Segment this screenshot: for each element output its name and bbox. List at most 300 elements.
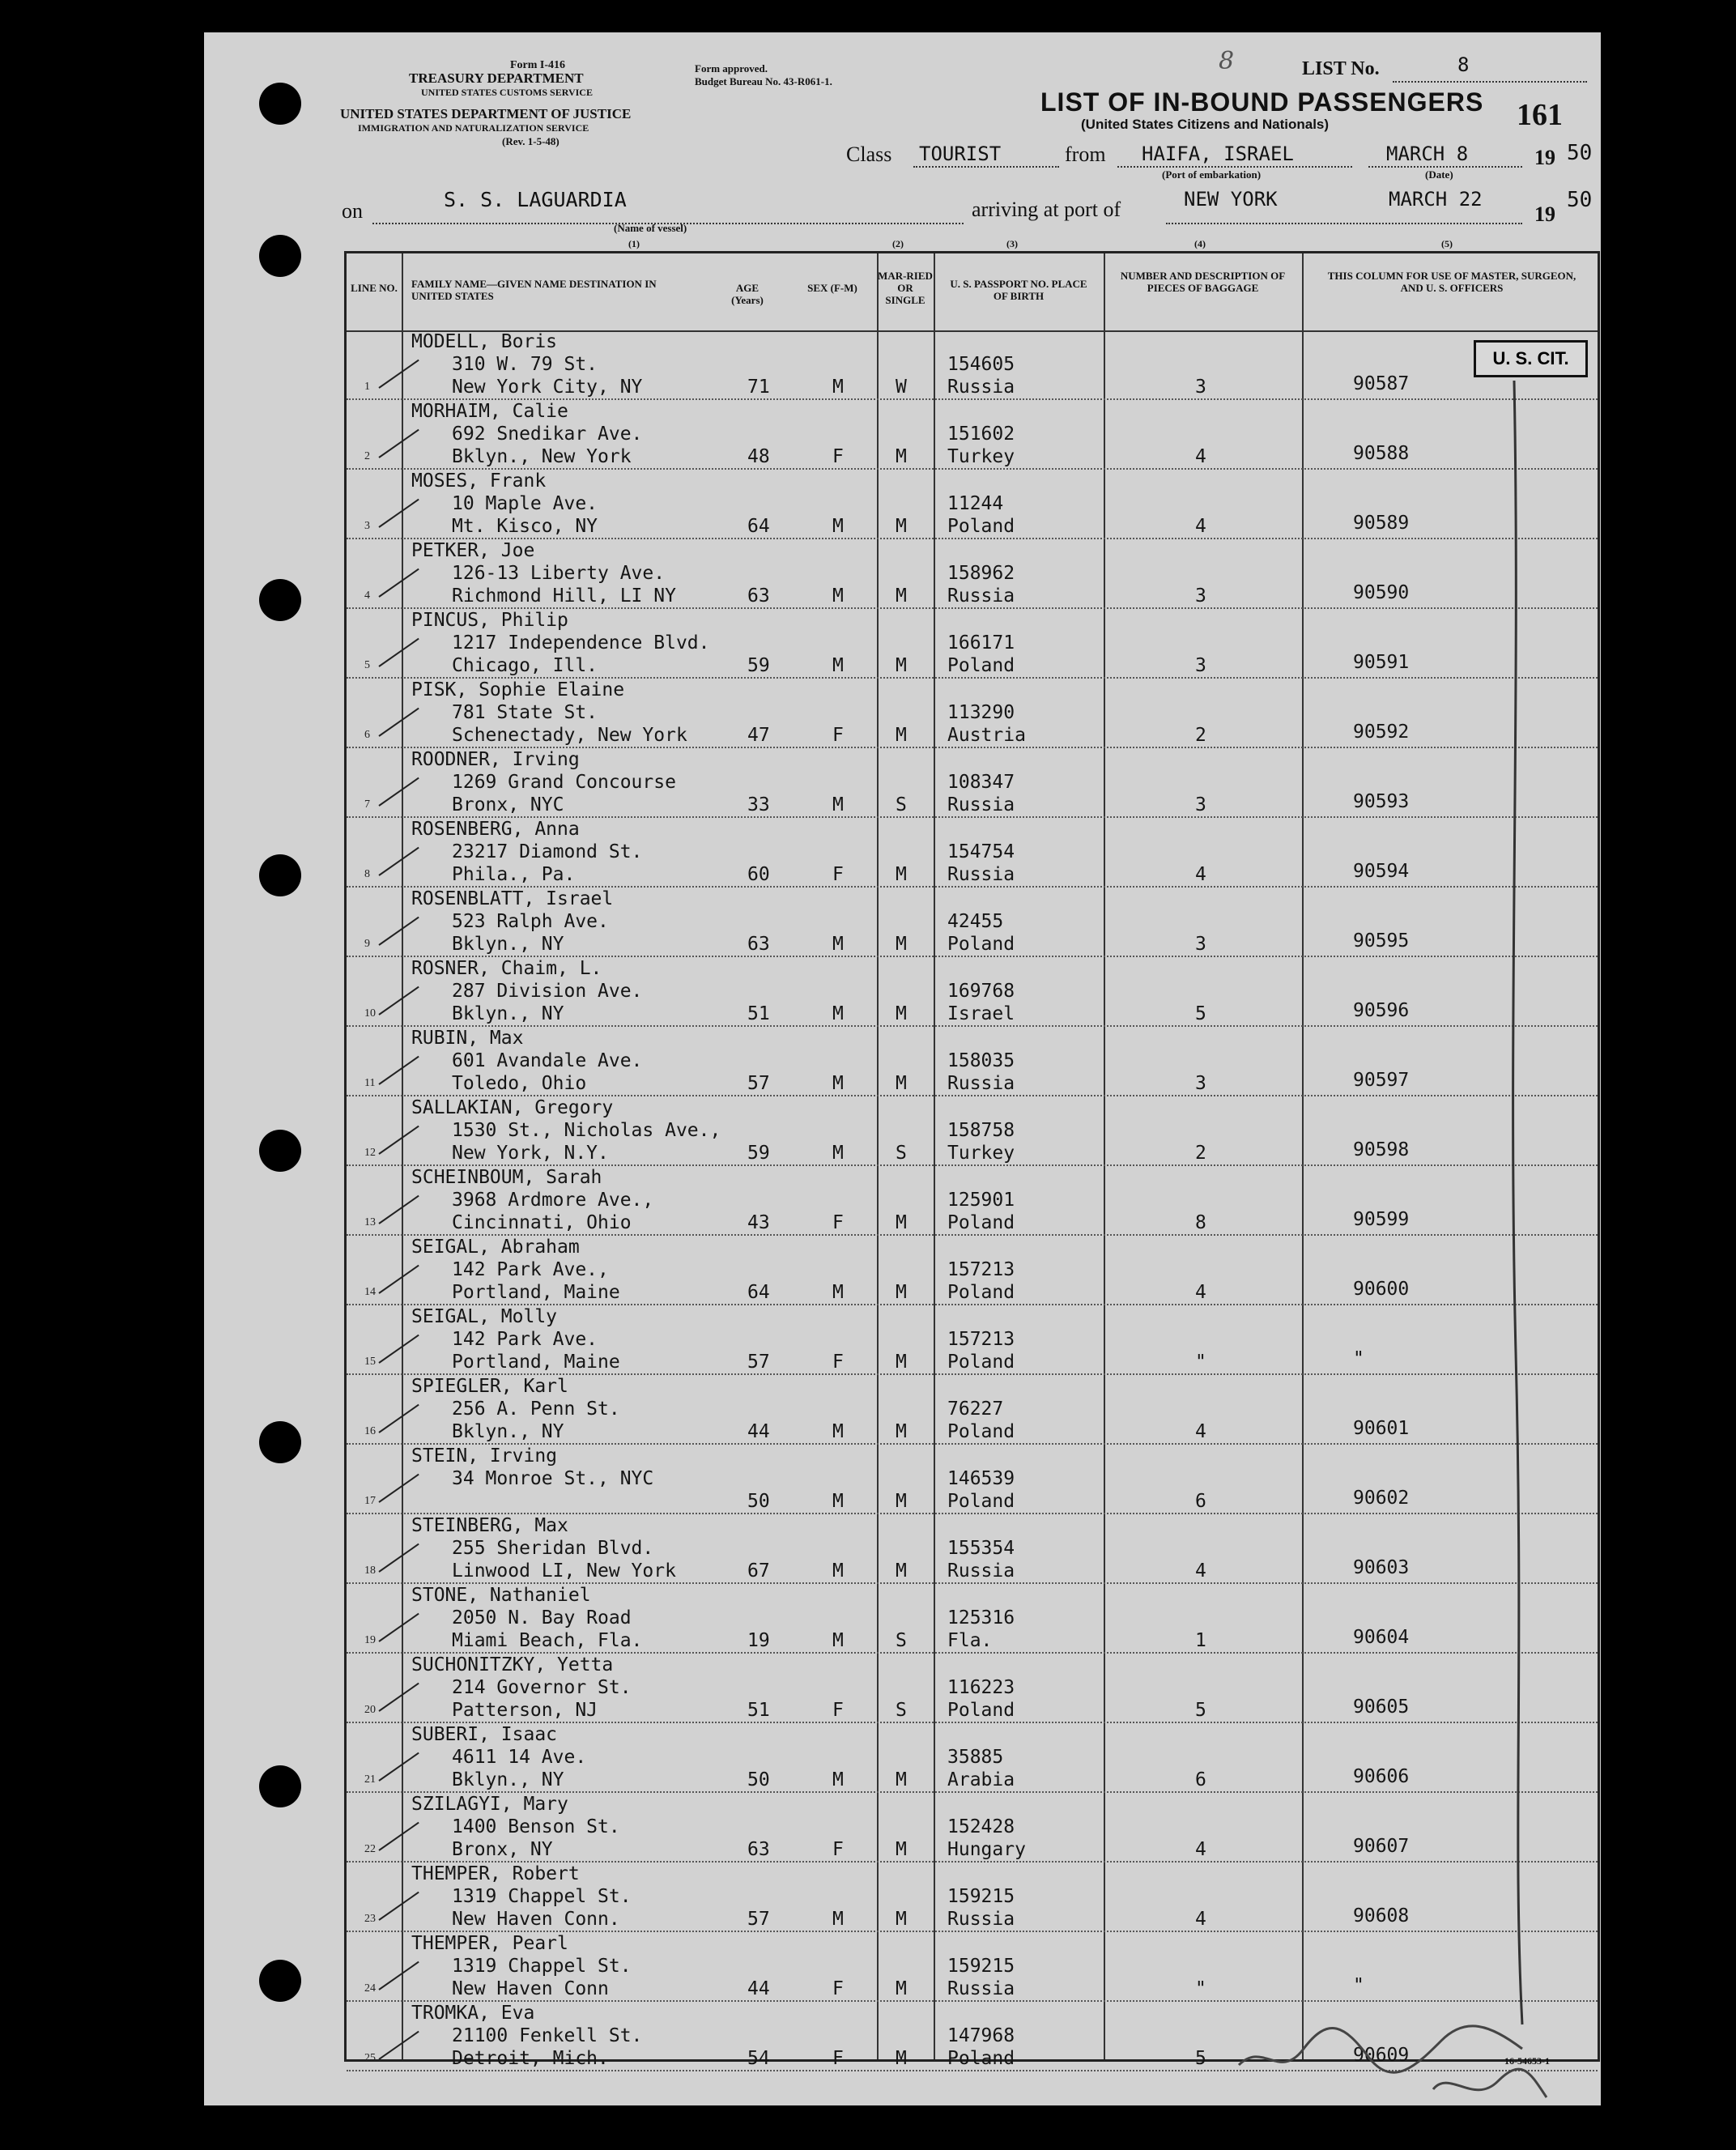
check-mark	[378, 777, 419, 807]
baggage-count: 8	[1195, 1212, 1206, 1233]
table-row	[347, 679, 1598, 748]
officer-code: 90604	[1353, 1627, 1410, 1648]
line-number: 8	[364, 868, 370, 880]
baggage-count: 3	[1195, 794, 1206, 815]
age: 57	[747, 1073, 770, 1094]
baggage-count: 4	[1195, 1839, 1206, 1860]
address-line-2: Schenectady, New York	[452, 725, 687, 746]
passenger-name: THEMPER, Robert	[411, 1863, 580, 1884]
check-mark	[378, 568, 419, 598]
vessel-caption: (Name of vessel)	[614, 222, 687, 234]
line-number: 3	[364, 520, 370, 532]
officer-code: 90588	[1353, 443, 1410, 464]
address-line-2: Bklyn., NY	[452, 1003, 564, 1024]
punch-hole	[259, 1960, 301, 2002]
table-row	[347, 748, 1598, 818]
age: 43	[747, 1212, 770, 1233]
place-of-birth: Poland	[947, 1282, 1015, 1303]
passport-number: 154754	[947, 841, 1015, 862]
sex: M	[832, 1491, 844, 1512]
age: 51	[747, 1003, 770, 1024]
address-line-2: Bklyn., NY	[452, 934, 564, 955]
address-line-1: 1217 Independence Blvd.	[452, 632, 710, 654]
header-name: FAMILY NAME—GIVEN NAME DESTINATION IN UNITED STATES	[411, 278, 657, 302]
punch-hole	[259, 1421, 301, 1463]
table-row	[347, 1723, 1598, 1793]
address-line-1: 1530 St., Nicholas Ave.,	[452, 1120, 721, 1141]
marital-status: M	[896, 516, 907, 537]
header-married: MAR-RIED OR SINGLE	[878, 270, 933, 306]
table-row	[347, 1793, 1598, 1863]
marital-status: S	[896, 1630, 907, 1651]
table-row	[347, 1445, 1598, 1514]
place-of-birth: Turkey	[947, 446, 1015, 467]
passport-number: 154605	[947, 354, 1015, 375]
line-number: 17	[364, 1495, 376, 1507]
age: 44	[747, 1421, 770, 1442]
table-row	[347, 1584, 1598, 1654]
officer-code: 90595	[1353, 930, 1410, 952]
passport-number: 125316	[947, 1607, 1015, 1628]
arrival-date: MARCH 22	[1389, 188, 1483, 211]
revision: (Rev. 1-5-48)	[502, 135, 560, 147]
age: 63	[747, 1839, 770, 1860]
place-of-birth: Austria	[947, 725, 1026, 746]
officer-code: 90605	[1353, 1697, 1410, 1718]
age: 54	[747, 2048, 770, 2069]
passport-number: 113290	[947, 702, 1015, 723]
passenger-name: PISK, Sophie Elaine	[411, 679, 625, 700]
age: 64	[747, 1282, 770, 1303]
marital-status: M	[896, 446, 907, 467]
place-of-birth: Poland	[947, 1212, 1015, 1233]
officer-code: 90592	[1353, 722, 1410, 743]
check-mark	[378, 1543, 419, 1573]
officer-code: 90593	[1353, 791, 1410, 812]
passenger-name: MODELL, Boris	[411, 331, 558, 352]
marital-status: M	[896, 1769, 907, 1790]
place-of-birth: Russia	[947, 1560, 1015, 1582]
address-line-1: 4611 14 Ave.	[452, 1747, 587, 1768]
marital-status: M	[896, 1909, 907, 1930]
address-line-1: 1319 Chappel St.	[452, 1886, 632, 1907]
sex: F	[832, 446, 844, 467]
marital-status: M	[896, 934, 907, 955]
baggage-count: 4	[1195, 1909, 1206, 1930]
check-mark	[378, 1335, 419, 1364]
sex: F	[832, 1352, 844, 1373]
arriving-label: arriving at port of	[972, 198, 1121, 221]
col-num-2: (2)	[892, 238, 904, 249]
table-row	[347, 818, 1598, 888]
line-number: 1	[364, 381, 370, 393]
address-line-2: Mt. Kisco, NY	[452, 516, 598, 537]
customs-service: UNITED STATES CUSTOMS SERVICE	[421, 87, 593, 98]
sex: M	[832, 377, 844, 398]
passport-number: 152428	[947, 1816, 1015, 1837]
passenger-name: ROSENBLATT, Israel	[411, 888, 614, 909]
officer-code: "	[1353, 1348, 1364, 1369]
passenger-name: SCHEINBOUM, Sarah	[411, 1167, 602, 1188]
table-row	[347, 1166, 1598, 1236]
place-of-birth: Russia	[947, 1909, 1015, 1930]
col-num-4: (4)	[1194, 238, 1206, 249]
passport-number: 125901	[947, 1190, 1015, 1211]
line-number: 20	[364, 1704, 376, 1716]
line-number: 23	[364, 1913, 376, 1925]
sex: M	[832, 1282, 844, 1303]
address-line-1: 10 Maple Ave.	[452, 493, 598, 514]
address-line-2: Chicago, Ill.	[452, 655, 598, 676]
baggage-count: 2	[1195, 1143, 1206, 1164]
check-mark	[378, 847, 419, 876]
passenger-name: SUCHONITZKY, Yetta	[411, 1654, 614, 1675]
address-line-2: Bklyn., New York	[452, 446, 632, 467]
document-title: LIST OF IN-BOUND PASSENGERS	[1040, 87, 1484, 117]
place-of-birth: Poland	[947, 2048, 1015, 2069]
passenger-name: STEINBERG, Max	[411, 1515, 568, 1536]
age: 48	[747, 446, 770, 467]
passenger-name: STONE, Nathaniel	[411, 1585, 591, 1606]
passport-number: 116223	[947, 1677, 1015, 1698]
footer-code: 16-54653-1	[1504, 2055, 1550, 2067]
table-row	[347, 957, 1598, 1027]
age: 57	[747, 1352, 770, 1373]
baggage-count: 4	[1195, 1282, 1206, 1303]
officer-code: 90600	[1353, 1279, 1410, 1300]
passenger-name: RUBIN, Max	[411, 1028, 524, 1049]
line-number: 7	[364, 798, 370, 811]
passport-number: 157213	[947, 1259, 1015, 1280]
year-prefix: 19	[1534, 146, 1555, 169]
check-mark	[378, 2031, 419, 2060]
address-line-1: 523 Ralph Ave.	[452, 911, 609, 932]
line-number: 12	[364, 1147, 376, 1159]
line-number: 16	[364, 1425, 376, 1437]
line-number: 13	[364, 1216, 376, 1228]
place-of-birth: Russia	[947, 377, 1015, 398]
check-mark	[378, 1752, 419, 1782]
officer-code: 90590	[1353, 582, 1410, 603]
table-row	[347, 1514, 1598, 1584]
sex: F	[832, 1978, 844, 1999]
sex: F	[832, 725, 844, 746]
baggage-count: 2	[1195, 725, 1206, 746]
baggage-count: 3	[1195, 1073, 1206, 1094]
address-line-2: Richmond Hill, LI NY	[452, 585, 676, 607]
officer-code: 90589	[1353, 513, 1410, 534]
place-of-birth: Hungary	[947, 1839, 1026, 1860]
document-subtitle: (United States Citizens and Nationals)	[1081, 117, 1330, 132]
address-line-2: Bronx, NYC	[452, 794, 564, 815]
age: 44	[747, 1978, 770, 1999]
baggage-count: 6	[1195, 1769, 1206, 1790]
year-arrival: 50	[1567, 188, 1593, 212]
punch-hole	[259, 83, 301, 125]
officer-code: 90596	[1353, 1000, 1410, 1021]
place-of-birth: Turkey	[947, 1143, 1015, 1164]
class-label: Class	[846, 143, 892, 166]
check-mark	[378, 1683, 419, 1712]
table-row	[347, 1096, 1598, 1166]
place-of-birth: Poland	[947, 1491, 1015, 1512]
sex: M	[832, 1630, 844, 1651]
officer-code: 90599	[1353, 1209, 1410, 1230]
passport-number: 157213	[947, 1329, 1015, 1350]
place-of-birth: Russia	[947, 1073, 1015, 1094]
punch-hole	[259, 854, 301, 896]
line-number: 9	[364, 938, 370, 950]
sex: M	[832, 1073, 844, 1094]
place-of-birth: Russia	[947, 585, 1015, 607]
line-number: 24	[364, 1982, 376, 1995]
sex: M	[832, 794, 844, 815]
place-of-birth: Poland	[947, 1421, 1015, 1442]
passport-number: 158758	[947, 1120, 1015, 1141]
sex: F	[832, 1839, 844, 1860]
check-mark	[378, 1404, 419, 1433]
line-number: 6	[364, 729, 370, 741]
passenger-name: THEMPER, Pearl	[411, 1933, 568, 1954]
check-mark	[378, 1126, 419, 1155]
form-approved: Form approved.	[695, 62, 768, 75]
table-row	[347, 888, 1598, 957]
baggage-count: 5	[1195, 2048, 1206, 2069]
baggage-count: 4	[1195, 1421, 1206, 1442]
header-baggage: NUMBER AND DESCRIPTION OF PIECES OF BAGGAGE	[1120, 270, 1286, 294]
line-number: 14	[364, 1286, 376, 1298]
table-row	[347, 1654, 1598, 1723]
sex: M	[832, 1769, 844, 1790]
table-row	[347, 1236, 1598, 1305]
table-row	[347, 400, 1598, 470]
line-number: 11	[364, 1077, 376, 1089]
line-number: 18	[364, 1565, 376, 1577]
check-mark	[378, 986, 419, 1015]
address-line-1: 310 W. 79 St.	[452, 354, 598, 375]
passenger-name: SZILAGYI, Mary	[411, 1794, 568, 1815]
address-line-2: New York, N.Y.	[452, 1143, 609, 1164]
place-of-birth: Poland	[947, 1352, 1015, 1373]
sex: F	[832, 1212, 844, 1233]
address-line-1: 214 Governor St.	[452, 1677, 632, 1698]
passport-number: 35885	[947, 1747, 1004, 1768]
marital-status: M	[896, 1073, 907, 1094]
age: 47	[747, 725, 770, 746]
age: 59	[747, 655, 770, 676]
baggage-count: 4	[1195, 516, 1206, 537]
place-of-birth: Poland	[947, 516, 1015, 537]
punch-hole	[259, 1765, 301, 1807]
sex: F	[832, 864, 844, 885]
sex: M	[832, 1560, 844, 1582]
check-mark	[378, 1961, 419, 1990]
baggage-count: 5	[1195, 1700, 1206, 1721]
marital-status: S	[896, 1143, 907, 1164]
age: 63	[747, 585, 770, 607]
place-of-birth: Russia	[947, 794, 1015, 815]
baggage-count: 5	[1195, 1003, 1206, 1024]
table-row	[347, 1027, 1598, 1096]
address-line-2: Phila., Pa.	[452, 864, 576, 885]
header-passport: U. S. PASSPORT NO. PLACE OF BIRTH	[950, 278, 1087, 302]
place-of-birth: Poland	[947, 655, 1015, 676]
line-number: 19	[364, 1634, 376, 1646]
col-num-1: (1)	[628, 238, 640, 249]
marital-status: M	[896, 1282, 907, 1303]
inspector-mark-line	[1498, 381, 1530, 2033]
address-line-1: 3968 Ardmore Ave.,	[452, 1190, 654, 1211]
year-embark: 50	[1567, 141, 1593, 165]
check-mark	[378, 360, 419, 389]
age: 71	[747, 377, 770, 398]
age: 33	[747, 794, 770, 815]
passport-number: 11244	[947, 493, 1004, 514]
table-row	[347, 539, 1598, 609]
treasury-dept: TREASURY DEPARTMENT	[409, 70, 584, 86]
officer-code: 90587	[1353, 373, 1410, 394]
passenger-name: ROSNER, Chaim, L.	[411, 958, 602, 979]
from-label: from	[1065, 143, 1106, 166]
baggage-count: "	[1195, 1978, 1206, 1999]
on-label: on	[342, 199, 363, 223]
address-line-2: Patterson, NJ	[452, 1700, 598, 1721]
address-line-1: 601 Avandale Ave.	[452, 1050, 643, 1071]
age: 51	[747, 1700, 770, 1721]
punch-hole	[259, 579, 301, 621]
list-no-label: LIST No.	[1302, 58, 1380, 79]
table-row	[347, 470, 1598, 539]
baggage-count: 3	[1195, 934, 1206, 955]
check-mark	[378, 638, 419, 667]
table-row	[347, 609, 1598, 679]
passport-number: 169768	[947, 981, 1015, 1002]
handwritten-mark: 8	[1219, 47, 1235, 75]
address-line-1: 142 Park Ave.	[452, 1329, 598, 1350]
form-number: Form I-416	[510, 59, 566, 71]
check-mark	[378, 1474, 419, 1503]
place-of-birth: Fla.	[947, 1630, 993, 1651]
officer-code: 90597	[1353, 1070, 1410, 1091]
marital-status: M	[896, 1839, 907, 1860]
sex: M	[832, 655, 844, 676]
address-line-1: 1400 Benson St.	[452, 1816, 620, 1837]
header-age: AGE (Years)	[731, 282, 764, 306]
passenger-name: MOSES, Frank	[411, 470, 547, 492]
justice-dept: UNITED STATES DEPARTMENT OF JUSTICE	[340, 106, 632, 121]
passport-number: 155354	[947, 1538, 1015, 1559]
sex: M	[832, 1143, 844, 1164]
place-of-birth: Arabia	[947, 1769, 1015, 1790]
check-mark	[378, 1822, 419, 1851]
address-line-1: 287 Division Ave.	[452, 981, 643, 1002]
age: 60	[747, 864, 770, 885]
us-citizen-stamp: U. S. CIT.	[1474, 340, 1588, 377]
budget-bureau: Budget Bureau No. 43-R061-1.	[695, 75, 832, 87]
age: 19	[747, 1630, 770, 1651]
address-line-1: 692 Snedikar Ave.	[452, 424, 643, 445]
marital-status: W	[896, 377, 907, 398]
marital-status: M	[896, 2048, 907, 2069]
passport-number: 158962	[947, 563, 1015, 584]
passport-number: 159215	[947, 1956, 1015, 1977]
passenger-name: MORHAIM, Calie	[411, 401, 568, 422]
page-number: 161	[1517, 98, 1563, 132]
passenger-name: SUBERI, Isaac	[411, 1724, 558, 1745]
address-line-2: Detroit, Mich.	[452, 2048, 609, 2069]
ins-service: IMMIGRATION AND NATURALIZATION SERVICE	[358, 122, 589, 134]
age: 50	[747, 1491, 770, 1512]
address-line-1: 1269 Grand Concourse	[452, 772, 676, 793]
place-of-birth: Poland	[947, 1700, 1015, 1721]
col-num-3: (3)	[1006, 238, 1018, 249]
age: 67	[747, 1560, 770, 1582]
address-line-1: 255 Sheridan Blvd.	[452, 1538, 654, 1559]
sex: M	[832, 516, 844, 537]
age: 63	[747, 934, 770, 955]
officer-code: 90601	[1353, 1418, 1410, 1439]
address-line-2: Bronx, NY	[452, 1839, 553, 1860]
address-line-1: 1319 Chappel St.	[452, 1956, 632, 1977]
marital-status: M	[896, 1212, 907, 1233]
officer-code: 90602	[1353, 1488, 1410, 1509]
address-line-2: New Haven Conn	[452, 1978, 609, 1999]
vessel-name: S. S. LAGUARDIA	[444, 188, 627, 211]
header-officers: THIS COLUMN FOR USE OF MASTER, SURGEON, AND U. S. OFFICERS	[1327, 270, 1576, 294]
punch-hole	[259, 1130, 301, 1172]
passenger-name: PINCUS, Philip	[411, 610, 568, 631]
sex: M	[832, 1909, 844, 1930]
class-value: TOURIST	[919, 143, 1002, 165]
arrival-port: NEW YORK	[1184, 188, 1278, 211]
check-mark	[378, 708, 419, 737]
marital-status: M	[896, 725, 907, 746]
age: 57	[747, 1909, 770, 1930]
address-line-2: Cincinnati, Ohio	[452, 1212, 632, 1233]
sex: M	[832, 585, 844, 607]
check-mark	[378, 429, 419, 458]
passport-number: 159215	[947, 1886, 1015, 1907]
sex: M	[832, 1003, 844, 1024]
baggage-count: 3	[1195, 585, 1206, 607]
address-line-2: New Haven Conn.	[452, 1909, 620, 1930]
line-number: 2	[364, 450, 370, 462]
marital-status: M	[896, 1421, 907, 1442]
address-line-1: 126-13 Liberty Ave.	[452, 563, 666, 584]
baggage-count: 4	[1195, 446, 1206, 467]
marital-status: S	[896, 794, 907, 815]
marital-status: S	[896, 1700, 907, 1721]
officer-code: "	[1353, 1975, 1364, 1996]
line-number: 10	[364, 1007, 376, 1020]
passport-number: 147968	[947, 2025, 1015, 2046]
passenger-name: SPIEGLER, Karl	[411, 1376, 568, 1397]
check-mark	[378, 499, 419, 528]
header-sex: SEX (F-M)	[807, 282, 857, 294]
passport-number: 158035	[947, 1050, 1015, 1071]
year-prefix-2: 19	[1534, 202, 1555, 226]
marital-status: M	[896, 1003, 907, 1024]
address-line-1: 256 A. Penn St.	[452, 1399, 620, 1420]
address-line-2: Linwood LI, New York	[452, 1560, 676, 1582]
passenger-table	[344, 251, 1600, 2069]
address-line-1: 23217 Diamond St.	[452, 841, 643, 862]
address-line-1: 21100 Fenkell St.	[452, 2025, 643, 2046]
table-row	[347, 1863, 1598, 1932]
passenger-name: ROSENBERG, Anna	[411, 819, 580, 840]
passport-number: 146539	[947, 1468, 1015, 1489]
officer-code: 90594	[1353, 861, 1410, 882]
